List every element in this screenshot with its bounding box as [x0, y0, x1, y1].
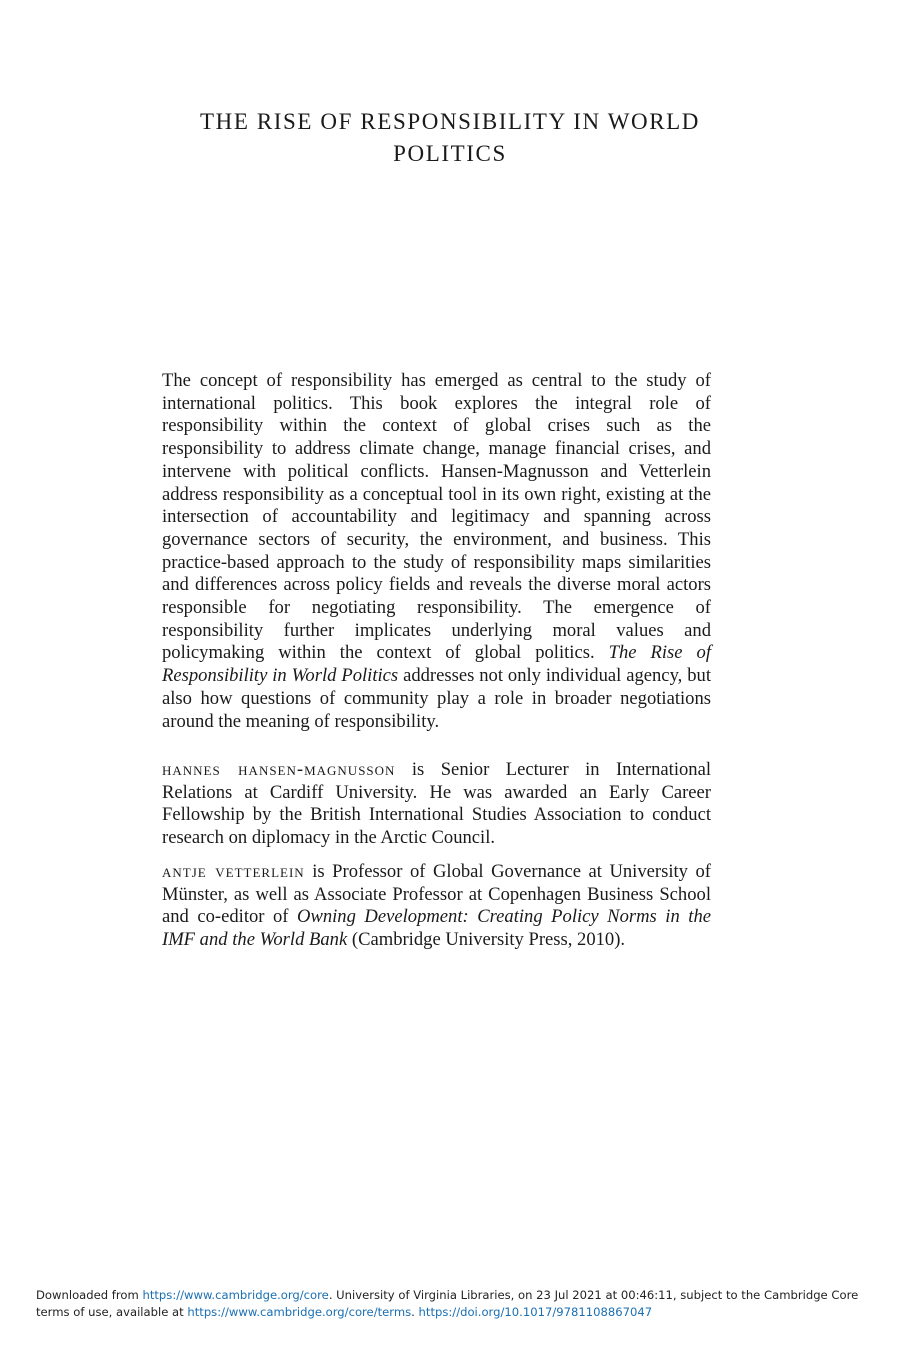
footer-prefix: Downloaded from — [36, 1288, 143, 1302]
terms-link[interactable]: https://www.cambridge.org/core/terms — [187, 1305, 412, 1319]
download-footer — [36, 1287, 876, 1321]
description-text-1: The concept of responsibility has emerged as central to the study of international politics. This book explores the integral role of responsibility within the context of global crises such as the responsibility to address climate change, manage financial crises, and intervene with political conflicts. Hansen-Magnusson and Vetterlein address responsibility as a conceptual tool in its own right, existing at the intersection of accountability and legitimacy and spanning across governance sectors of security, the environment, and business. This practice-based approach to the study of responsibility maps similarities and differences across policy fields and reveals the diverse moral actors responsible for negotiating responsibility. The emergence of responsibility further implicates underlying moral values and policymaking within the context of global politics. — [162, 370, 711, 664]
author-bio-book-title: Owning Development: Creating Policy Norms in the IMF and the World Bank — [162, 906, 711, 951]
description-text-2: addresses not only individual agency, but also how questions of community play a role in broader negotiations around the meaning of responsibility. — [162, 665, 711, 732]
footer-separator: . — [411, 1305, 419, 1319]
description-book-title: The Rise of Responsibility in World Politics — [162, 642, 712, 687]
author-bio-text-1: is Professor of Global Governance at University of Münster, as well as Associate Professor at Copenhagen Business School and co-editor of — [162, 861, 711, 928]
book-description — [162, 370, 711, 733]
author-bio-hansen-magnusson — [162, 759, 711, 850]
title-line-1: THE RISE OF RESPONSIBILITY IN WORLD — [199, 109, 701, 134]
title-line-2: POLITICS — [393, 141, 507, 166]
doi-link[interactable]: https://doi.org/10.1017/9781108867047 — [418, 1305, 653, 1319]
author-bio-vetterlein — [162, 861, 711, 952]
footer-middle: . University of Virginia Libraries, on 23 Jul 2021 at 00:46:11, subject to the Cambridge Core terms of use, available at — [36, 1288, 859, 1319]
author-bio-text: is Senior Lecturer in International Relations at Cardiff University. He was awarded an Early Career Fellowship by the British International Studies Association to conduct research on diplomacy in the Arctic Council. — [162, 759, 712, 849]
author-name: hannes hansen-magnusson — [162, 759, 396, 780]
author-name: antje vetterlein — [162, 861, 305, 882]
page-title — [120, 106, 780, 170]
cambridge-core-link[interactable]: https://www.cambridge.org/core — [142, 1288, 329, 1302]
author-bio-text-2: (Cambridge University Press, 2010). — [347, 929, 626, 951]
